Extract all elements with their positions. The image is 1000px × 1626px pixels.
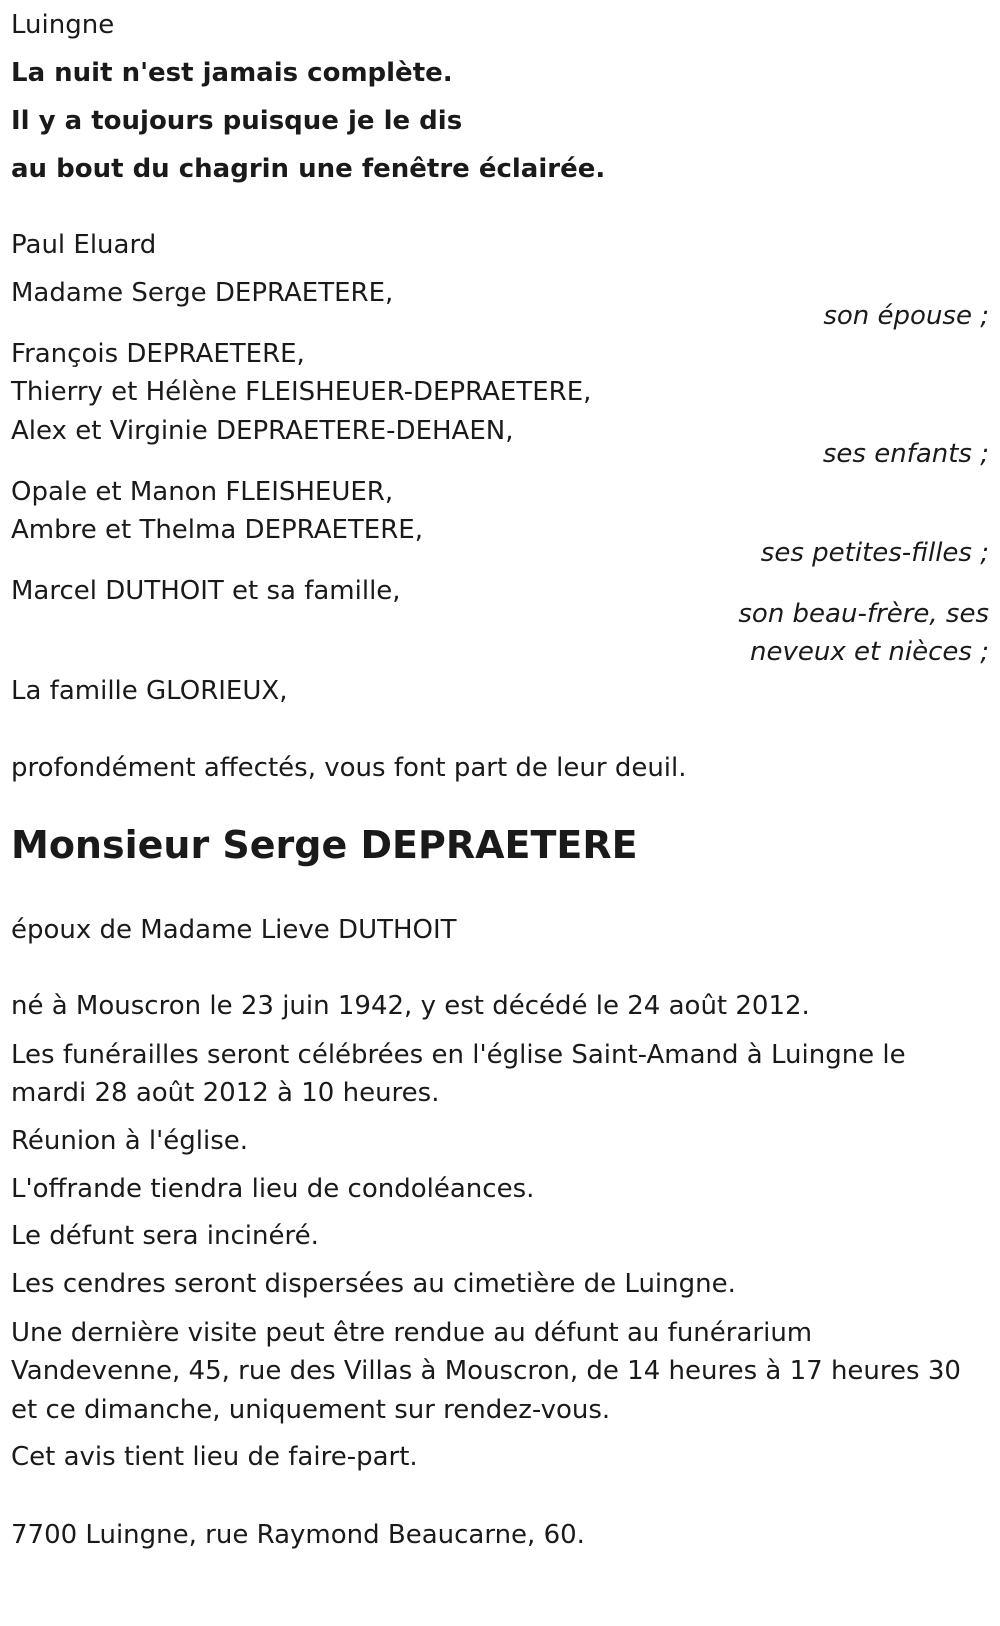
deceased-name: Monsieur Serge DEPRAETERE xyxy=(11,823,638,867)
ashes: Les cendres seront dispersées au cimetière de Luingne. xyxy=(11,1269,736,1299)
visit-line-2: Vandevenne, 45, rue des Villas à Mouscron, de 14 heures à 17 heures 30 xyxy=(11,1356,961,1386)
brother-in-law-name: Marcel DUTHOIT et sa famille, xyxy=(11,576,401,606)
brother-in-law-role-2: neveux et nièces ; xyxy=(749,637,989,667)
notice: Cet avis tient lieu de faire-part. xyxy=(11,1442,418,1472)
birth-death: né à Mouscron le 23 juin 1942, y est décédé le 24 août 2012. xyxy=(11,991,810,1021)
address: 7700 Luingne, rue Raymond Beaucarne, 60. xyxy=(11,1520,585,1550)
poem-line-3: au bout du chagrin une fenêtre éclairée. xyxy=(11,154,606,184)
spouse-role: son épouse ; xyxy=(823,301,989,331)
granddaughters-1: Opale et Manon FLEISHEUER, xyxy=(11,477,394,507)
glorieux-family: La famille GLORIEUX, xyxy=(11,676,288,706)
offering: L'offrande tiendra lieu de condoléances. xyxy=(11,1174,535,1204)
visit-line-3: et ce dimanche, uniquement sur rendez-vous. xyxy=(11,1395,611,1425)
spouse-of: époux de Madame Lieve DUTHOIT xyxy=(11,915,457,945)
closing-statement: profondément affectés, vous font part de leur deuil. xyxy=(11,753,687,783)
cremation: Le défunt sera incinéré. xyxy=(11,1221,319,1251)
granddaughters-role: ses petites-filles ; xyxy=(760,538,989,568)
child-1: François DEPRAETERE, xyxy=(11,339,305,369)
spouse-name: Madame Serge DEPRAETERE, xyxy=(11,278,394,308)
poem-line-1: La nuit n'est jamais complète. xyxy=(11,58,453,88)
brother-in-law-role-1: son beau-frère, ses xyxy=(738,599,989,629)
visit-line-1: Une dernière visite peut être rendue au défunt au funérarium xyxy=(11,1318,813,1348)
place-header: Luingne xyxy=(11,10,115,40)
granddaughters-2: Ambre et Thelma DEPRAETERE, xyxy=(11,515,423,545)
child-2: Thierry et Hélène FLEISHEUER-DEPRAETERE, xyxy=(11,377,592,407)
children-role: ses enfants ; xyxy=(822,439,989,469)
poem-line-2: Il y a toujours puisque je le dis xyxy=(11,106,463,136)
meeting: Réunion à l'église. xyxy=(11,1126,249,1156)
child-3: Alex et Virginie DEPRAETERE-DEHAEN, xyxy=(11,416,514,446)
funeral-line-1: Les funérailles seront célébrées en l'église Saint-Amand à Luingne le xyxy=(11,1040,906,1070)
funeral-line-2: mardi 28 août 2012 à 10 heures. xyxy=(11,1078,440,1108)
poem-author: Paul Eluard xyxy=(11,230,157,260)
